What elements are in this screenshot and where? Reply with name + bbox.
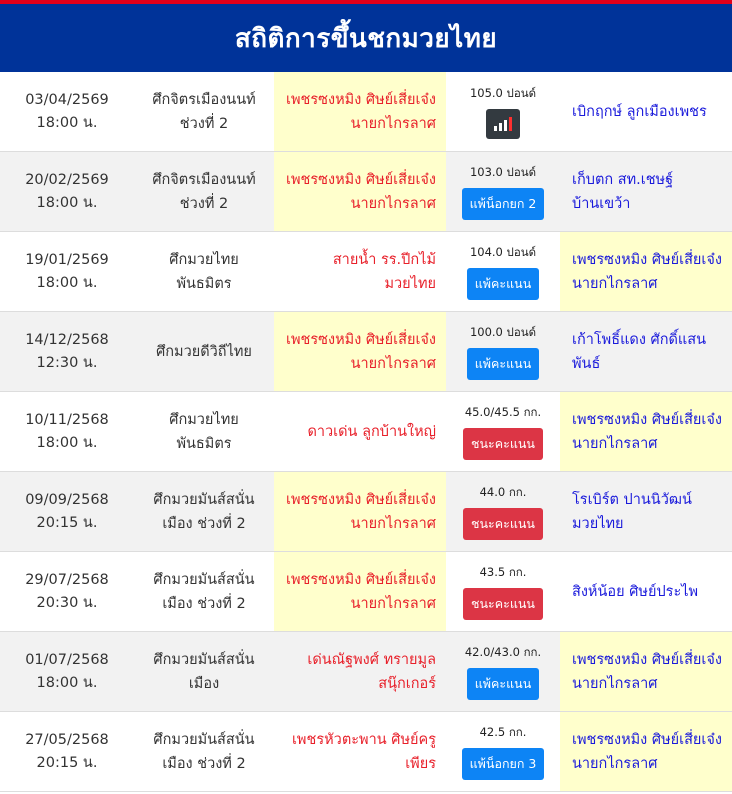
- table-row: [0, 312, 732, 392]
- red-corner-fighter: [274, 392, 446, 471]
- fight-date: 20/02/2569: [25, 171, 109, 188]
- blue-fighter-link[interactable]: เพชรซงหมิง ศิษย์เสี่ยเจ๋งนายกไกรลาศ: [572, 731, 722, 772]
- result-badge[interactable]: แพ้น็อกยก 2: [462, 188, 545, 220]
- weight-result-cell: [446, 232, 560, 311]
- weight-label: 42.5 กก.: [479, 724, 527, 739]
- red-fighter-link[interactable]: เพชรหัวตะพาน ศิษย์ครูเพียร: [291, 731, 436, 772]
- blue-fighter-link[interactable]: โรเบิร์ต ปานนิวัฒน์มวยไทย: [572, 491, 692, 532]
- blue-corner-fighter: [560, 632, 732, 711]
- chart-bar-glyph: [494, 126, 497, 131]
- date-cell: [0, 712, 134, 791]
- blue-fighter-link[interactable]: เพชรซงหมิง ศิษย์เสี่ยเจ๋งนายกไกรลาศ: [572, 651, 722, 692]
- blue-corner-fighter: [560, 392, 732, 471]
- page-title: สถิติการขึ้นชกมวยไทย: [234, 23, 498, 54]
- weight-label: 100.0 ปอนด์: [469, 324, 537, 339]
- fight-date: 14/12/2568: [25, 331, 109, 348]
- fight-time: 20:15 น.: [36, 514, 98, 531]
- result-badge[interactable]: แพ้น็อกยก 3: [462, 748, 545, 780]
- event-name[interactable]: ศึกมวยดีวิถีไทย: [156, 343, 252, 360]
- page-header: [0, 4, 732, 72]
- fight-time: 20:15 น.: [36, 754, 98, 771]
- event-name[interactable]: ศึกมวยไทยพันธมิตร: [169, 411, 239, 452]
- blue-corner-fighter: [560, 72, 732, 151]
- fight-time: 12:30 น.: [36, 354, 98, 371]
- red-fighter-link[interactable]: เพชรซงหมิง ศิษย์เสี่ยเจ๋งนายกไกรลาศ: [286, 571, 436, 612]
- red-fighter-link[interactable]: ดาวเด่น ลูกบ้านใหญ่: [307, 423, 436, 440]
- blue-fighter-link[interactable]: เบิกฤกษ์ ลูกเมืองเพชร: [572, 103, 707, 120]
- red-corner-fighter: [274, 312, 446, 391]
- event-name[interactable]: ศึกมวยมันส์สนั่นเมือง ช่วงที่ 2: [153, 731, 255, 772]
- red-corner-fighter: [274, 552, 446, 631]
- event-name[interactable]: ศึกจิตรเมืองนนท์ ช่วงที่ 2: [152, 171, 256, 212]
- red-corner-fighter: [274, 632, 446, 711]
- red-corner-fighter: [274, 232, 446, 311]
- weight-result-cell: [446, 312, 560, 391]
- table-row: [0, 232, 732, 312]
- table-row: [0, 552, 732, 632]
- red-corner-fighter: [274, 152, 446, 231]
- fight-time: 18:00 น.: [36, 674, 98, 691]
- event-name[interactable]: ศึกมวยมันส์สนั่นเมือง: [153, 651, 255, 692]
- red-fighter-link[interactable]: สายน้ำ รร.ปีกไม้มวยไทย: [332, 251, 436, 292]
- fight-date: 27/05/2568: [25, 731, 109, 748]
- blue-fighter-link[interactable]: เก็บตก สท.เชษฐ์ บ้านเขว้า: [572, 171, 674, 212]
- fight-date: 19/01/2569: [25, 251, 109, 268]
- table-row: [0, 712, 732, 792]
- event-name[interactable]: ศึกมวยมันส์สนั่นเมือง ช่วงที่ 2: [153, 571, 255, 612]
- blue-corner-fighter: [560, 312, 732, 391]
- blue-corner-fighter: [560, 152, 732, 231]
- blue-corner-fighter: [560, 552, 732, 631]
- fight-time: 18:00 น.: [36, 434, 98, 451]
- chart-bar-glyph: [509, 117, 512, 131]
- fight-time: 18:00 น.: [36, 274, 98, 291]
- fight-record-table: [0, 72, 732, 792]
- fight-date: 01/07/2568: [25, 651, 109, 668]
- chart-bar-glyph: [499, 123, 502, 131]
- weight-result-cell: [446, 552, 560, 631]
- weight-result-cell: [446, 72, 560, 151]
- weight-label: 43.5 กก.: [479, 564, 527, 579]
- date-cell: [0, 392, 134, 471]
- result-badge[interactable]: ชนะคะแนน: [463, 508, 543, 540]
- date-cell: [0, 472, 134, 551]
- blue-corner-fighter: [560, 712, 732, 791]
- date-cell: [0, 552, 134, 631]
- date-cell: [0, 312, 134, 391]
- weight-label: 45.0/45.5 กก.: [464, 404, 542, 419]
- weight-label: 44.0 กก.: [479, 484, 527, 499]
- weight-result-cell: [446, 632, 560, 711]
- table-row: [0, 632, 732, 712]
- chart-bar-glyph: [504, 120, 507, 131]
- result-badge[interactable]: ชนะคะแนน: [463, 428, 543, 460]
- date-cell: [0, 232, 134, 311]
- red-fighter-link[interactable]: เพชรซงหมิง ศิษย์เสี่ยเจ๋งนายกไกรลาศ: [286, 331, 436, 372]
- table-row: [0, 72, 732, 152]
- table-row: [0, 152, 732, 232]
- weight-label: 42.0/43.0 กก.: [464, 644, 542, 659]
- weight-result-cell: [446, 392, 560, 471]
- event-name[interactable]: ศึกจิตรเมืองนนท์ ช่วงที่ 2: [152, 91, 256, 132]
- blue-fighter-link[interactable]: สิงห์น้อย ศิษย์ประไพ: [572, 583, 699, 600]
- weight-result-cell: [446, 472, 560, 551]
- blue-corner-fighter: [560, 232, 732, 311]
- red-fighter-link[interactable]: เด่นณัฐพงศ์ ทรายมูลสนุ๊กเกอร์: [307, 651, 436, 692]
- red-fighter-link[interactable]: เพชรซงหมิง ศิษย์เสี่ยเจ๋งนายกไกรลาศ: [286, 91, 436, 132]
- bar-chart-icon[interactable]: [486, 109, 520, 139]
- red-fighter-link[interactable]: เพชรซงหมิง ศิษย์เสี่ยเจ๋งนายกไกรลาศ: [286, 171, 436, 212]
- blue-corner-fighter: [560, 472, 732, 551]
- red-corner-fighter: [274, 472, 446, 551]
- date-cell: [0, 152, 134, 231]
- result-badge[interactable]: ชนะคะแนน: [463, 588, 543, 620]
- fight-date: 09/09/2568: [25, 491, 109, 508]
- weight-label: 104.0 ปอนด์: [469, 244, 537, 259]
- fight-time: 20:30 น.: [36, 594, 98, 611]
- red-corner-fighter: [274, 72, 446, 151]
- blue-fighter-link[interactable]: เพชรซงหมิง ศิษย์เสี่ยเจ๋งนายกไกรลาศ: [572, 251, 722, 292]
- red-fighter-link[interactable]: เพชรซงหมิง ศิษย์เสี่ยเจ๋งนายกไกรลาศ: [286, 491, 436, 532]
- event-name[interactable]: ศึกมวยไทยพันธมิตร: [169, 251, 239, 292]
- fight-time: 18:00 น.: [36, 114, 98, 131]
- blue-fighter-link[interactable]: เก้าโพธิ์แดง ศักดิ์แสนพันธ์: [572, 331, 707, 372]
- date-cell: [0, 632, 134, 711]
- weight-result-cell: [446, 712, 560, 791]
- event-name[interactable]: ศึกมวยมันส์สนั่นเมือง ช่วงที่ 2: [153, 491, 255, 532]
- fight-date: 03/04/2569: [25, 91, 109, 108]
- red-corner-fighter: [274, 712, 446, 791]
- date-cell: [0, 72, 134, 151]
- blue-fighter-link[interactable]: เพชรซงหมิง ศิษย์เสี่ยเจ๋งนายกไกรลาศ: [572, 411, 722, 452]
- fight-time: 18:00 น.: [36, 194, 98, 211]
- result-badge[interactable]: แพ้คะแนน: [467, 348, 540, 380]
- result-badge[interactable]: แพ้คะแนน: [467, 668, 540, 700]
- fight-date: 10/11/2568: [25, 411, 109, 428]
- weight-result-cell: [446, 152, 560, 231]
- result-badge[interactable]: แพ้คะแนน: [467, 268, 540, 300]
- fight-date: 29/07/2568: [25, 571, 109, 588]
- table-row: [0, 392, 732, 472]
- weight-label: 103.0 ปอนด์: [469, 164, 537, 179]
- weight-label: 105.0 ปอนด์: [469, 85, 537, 100]
- table-row: [0, 472, 732, 552]
